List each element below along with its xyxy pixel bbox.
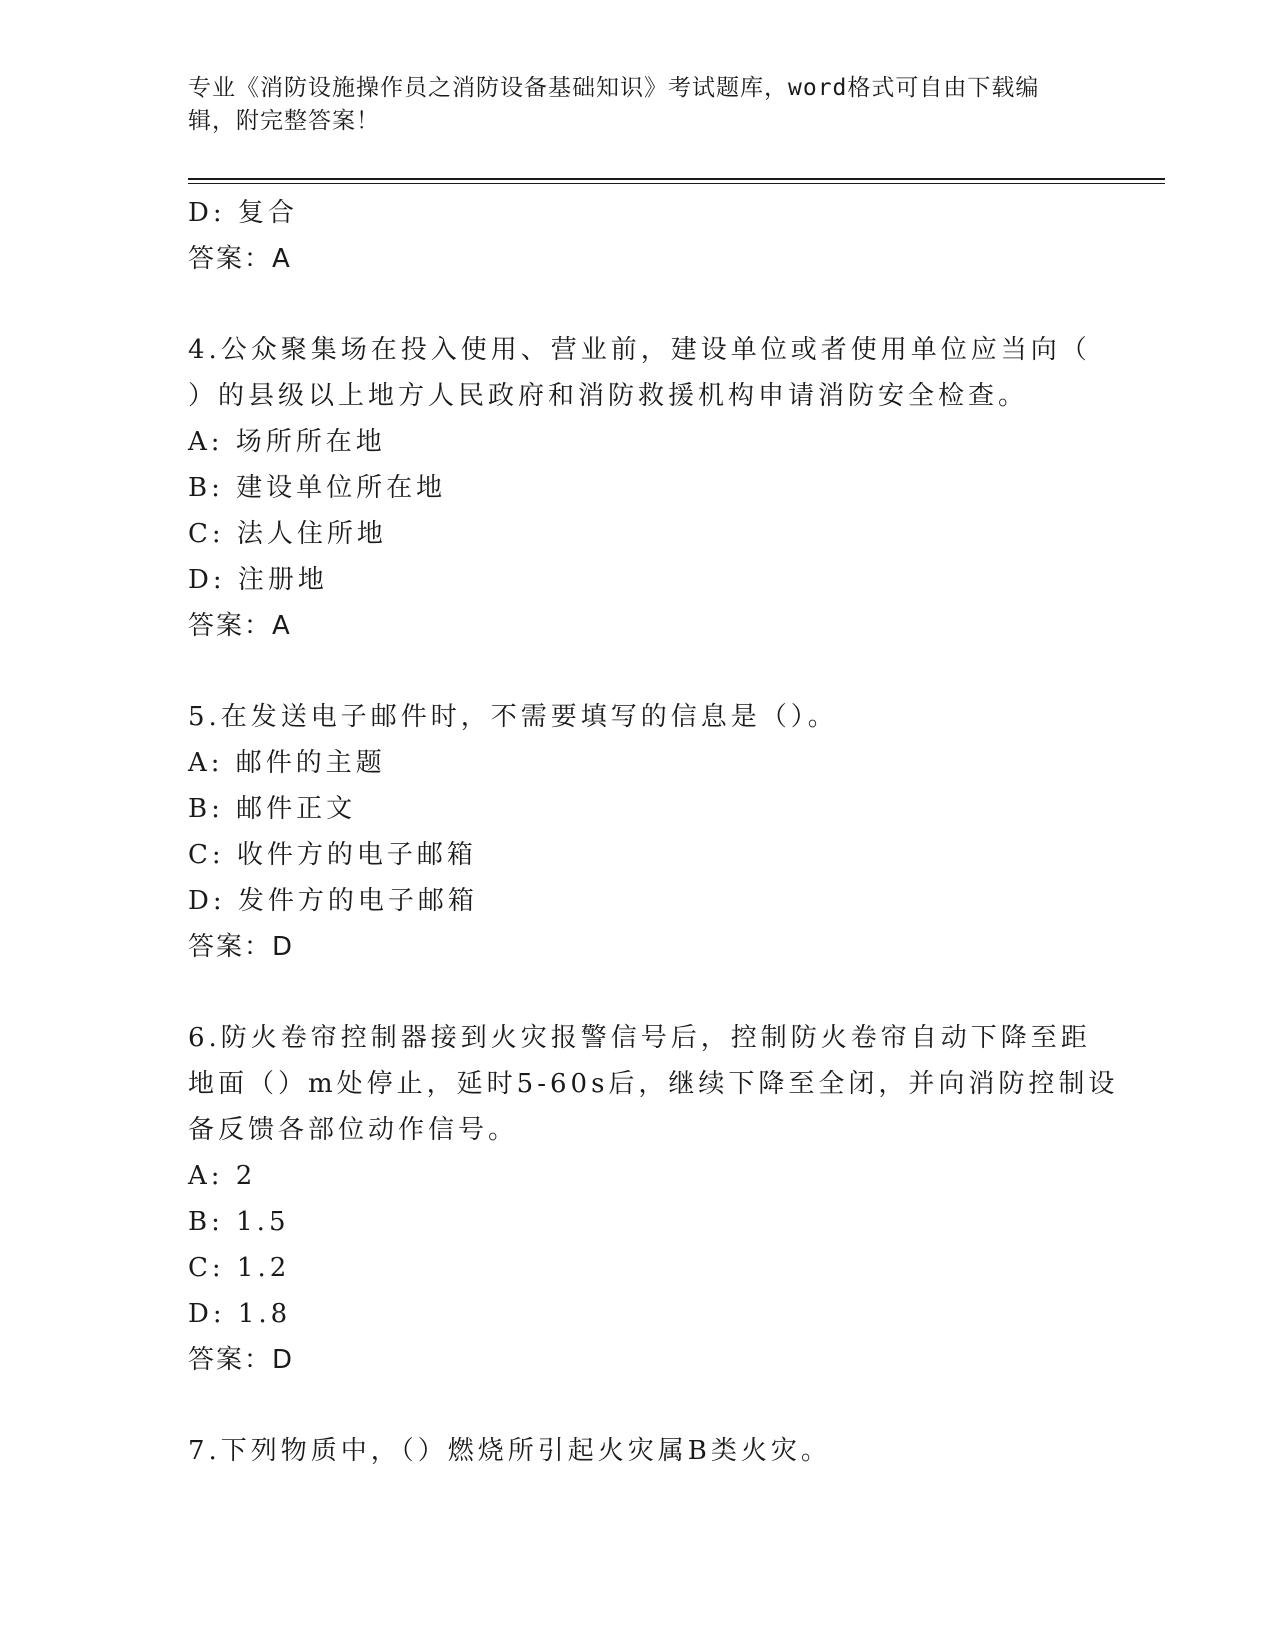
question-4	[188, 327, 1091, 649]
option-b: B: 邮件正文	[188, 794, 357, 824]
question-text: 4.公众聚集场在投入使用、营业前，建设单位或者使用单位应当向（	[188, 335, 1091, 365]
option-b: B: 1.5	[188, 1207, 290, 1237]
answer: 答案：D	[188, 932, 295, 962]
question-text: 5.在发送电子邮件时，不需要填写的信息是（）。	[188, 702, 838, 732]
option-c: C: 法人住所地	[188, 519, 387, 549]
option-d: D: 注册地	[188, 565, 328, 595]
option-c: C: 1.2	[188, 1253, 291, 1283]
option-a: A: 邮件的主题	[188, 748, 386, 778]
header-rule-thick	[188, 178, 1165, 180]
answer: 答案：A	[188, 611, 292, 641]
answer: 答案：D	[188, 1345, 295, 1375]
question-text: 备反馈各部位动作信号。	[188, 1115, 519, 1145]
option-a: A: 2	[188, 1161, 257, 1191]
document-header	[188, 72, 1068, 138]
answer: 答案：A	[188, 244, 292, 274]
option-c: C: 收件方的电子邮箱	[188, 840, 477, 870]
question-text: ）的县级以上地方人民政府和消防救援机构申请消防安全检查。	[188, 381, 1029, 411]
question-text: 7.下列物质中，（）燃烧所引起火灾属B类火灾。	[188, 1436, 831, 1466]
header-rule-thin	[188, 183, 1165, 184]
question-3-tail	[188, 190, 1088, 282]
option-d: D: 发件方的电子邮箱	[188, 886, 478, 916]
question-6	[188, 1015, 1119, 1383]
header-line-2: 辑，附完整答案！	[188, 108, 380, 134]
option-d: D: 1.8	[188, 1299, 292, 1329]
question-text: 地面（）m处停止，延时5-60s后，继续下降至全闭，并向消防控制设	[188, 1069, 1119, 1099]
question-list	[188, 190, 1119, 1474]
header-line-1: 专业《消防设施操作员之消防设备基础知识》考试题库，word格式可自由下载编	[188, 75, 1040, 101]
option-a: A: 场所所在地	[188, 427, 386, 457]
question-7	[188, 1428, 1088, 1474]
option-d: D: 复合	[188, 198, 298, 228]
question-text: 6.防火卷帘控制器接到火灾报警信号后，控制防火卷帘自动下降至距	[188, 1023, 1091, 1053]
question-5	[188, 694, 1088, 970]
option-b: B: 建设单位所在地	[188, 473, 447, 503]
